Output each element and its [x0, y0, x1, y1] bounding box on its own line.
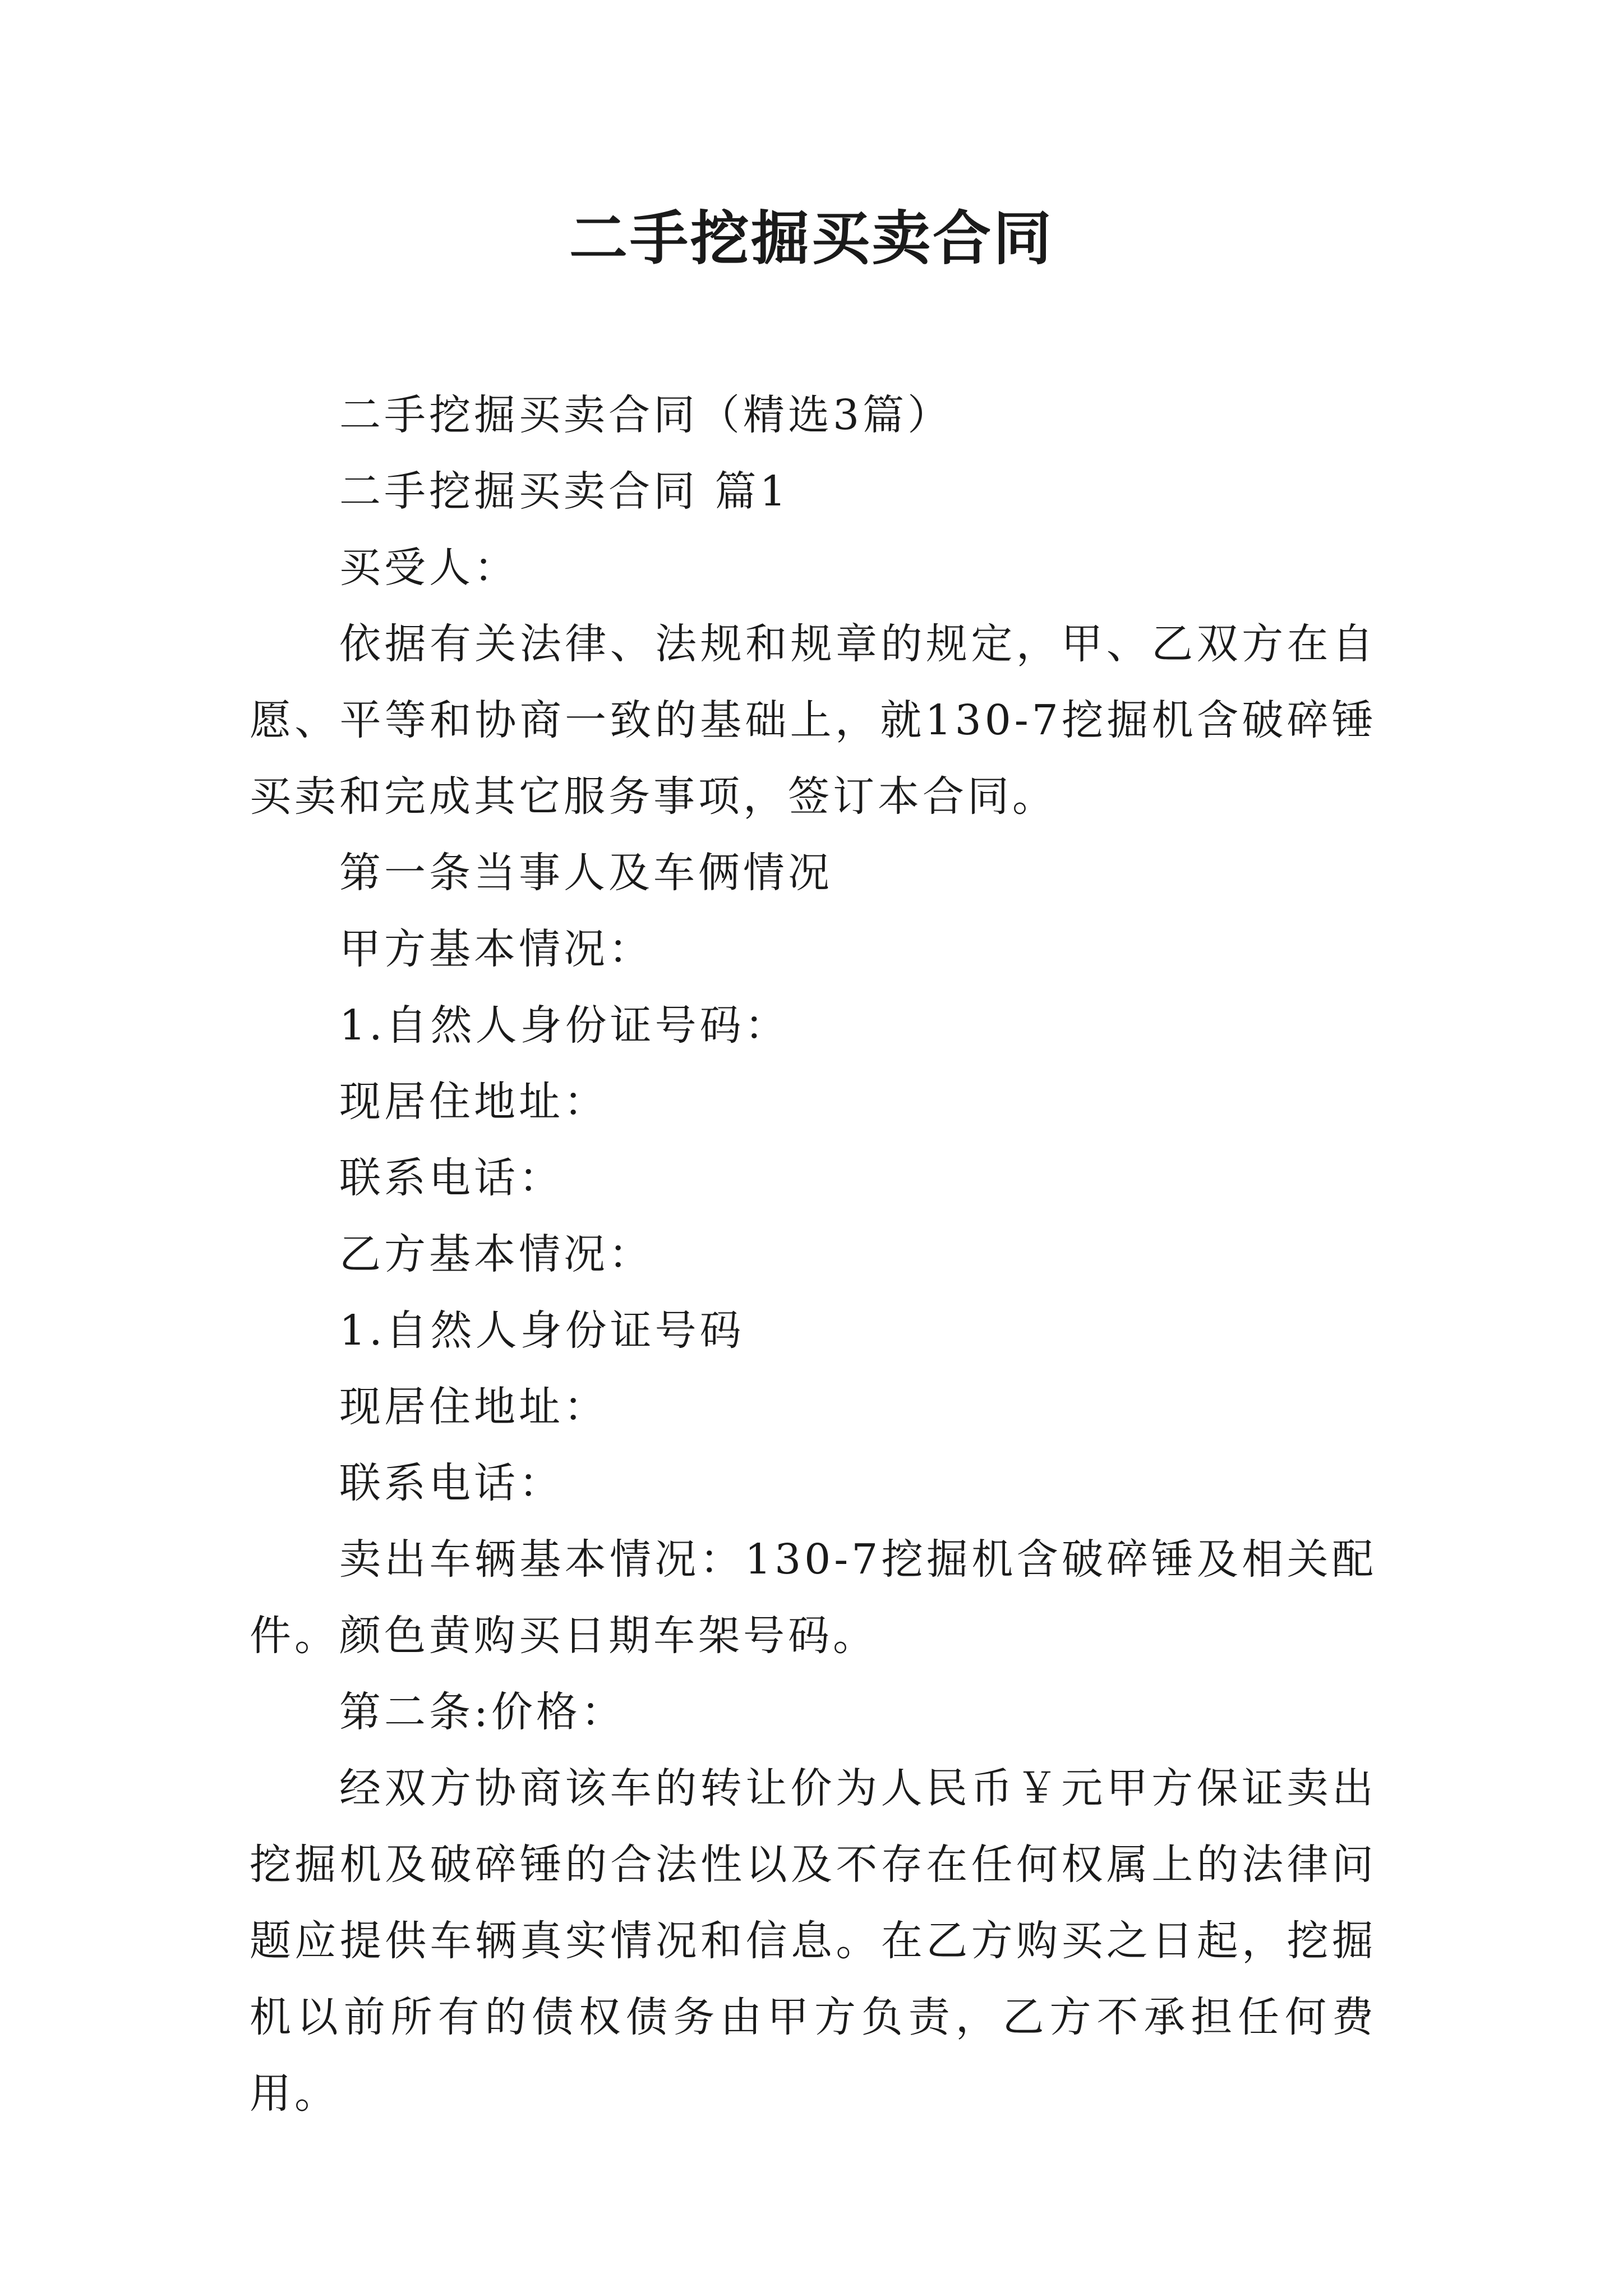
article-two-heading: 第二条:价格： [339, 1688, 626, 1736]
section-heading: 二手挖掘买卖合同 篇1 [339, 467, 790, 516]
party-b-id-field: 1.自然人身份证号码 [339, 1306, 745, 1355]
party-b-address-field: 现居住地址： [339, 1383, 608, 1431]
subtitle-paragraph: 二手挖掘买卖合同（精选3篇） [339, 391, 953, 439]
vehicle-info-paragraph: 卖出车辆基本情况：130-7挖掘机含破碎锤及相关配件。颜色黄购买日期车架号码。 [250, 1535, 1377, 1660]
party-a-address-field: 现居住地址： [339, 1078, 608, 1126]
document-body [250, 377, 1377, 2132]
article-one-heading: 第一条当事人及车俩情况 [339, 849, 833, 897]
party-b-heading: 乙方基本情况： [339, 1230, 653, 1278]
party-a-heading: 甲方基本情况： [339, 925, 653, 973]
buyer-label: 买受人： [339, 544, 519, 592]
document-title: 二手挖掘买卖合同 [569, 204, 1054, 273]
party-b-phone-field: 联系电话： [339, 1459, 564, 1507]
party-a-id-field: 1.自然人身份证号码： [339, 1001, 790, 1050]
party-a-phone-field: 联系电话： [339, 1154, 564, 1202]
preamble-paragraph: 依据有关法律、法规和规章的规定，甲、乙双方在自愿、平等和协商一致的基础上，就130-7挖掘机含破碎锤买卖和完成其它服务事项，签订本合同。 [250, 620, 1377, 821]
price-paragraph: 经双方协商该车的转让价为人民币￥元甲方保证卖出挖掘机及破碎锤的合法性以及不存在任何权属上的法律问题应提供车辆真实情况和信息。在乙方购买之日起，挖掘机以前所有的债权债务由甲方负责，乙方不承担任何费用。 [250, 1764, 1377, 2118]
